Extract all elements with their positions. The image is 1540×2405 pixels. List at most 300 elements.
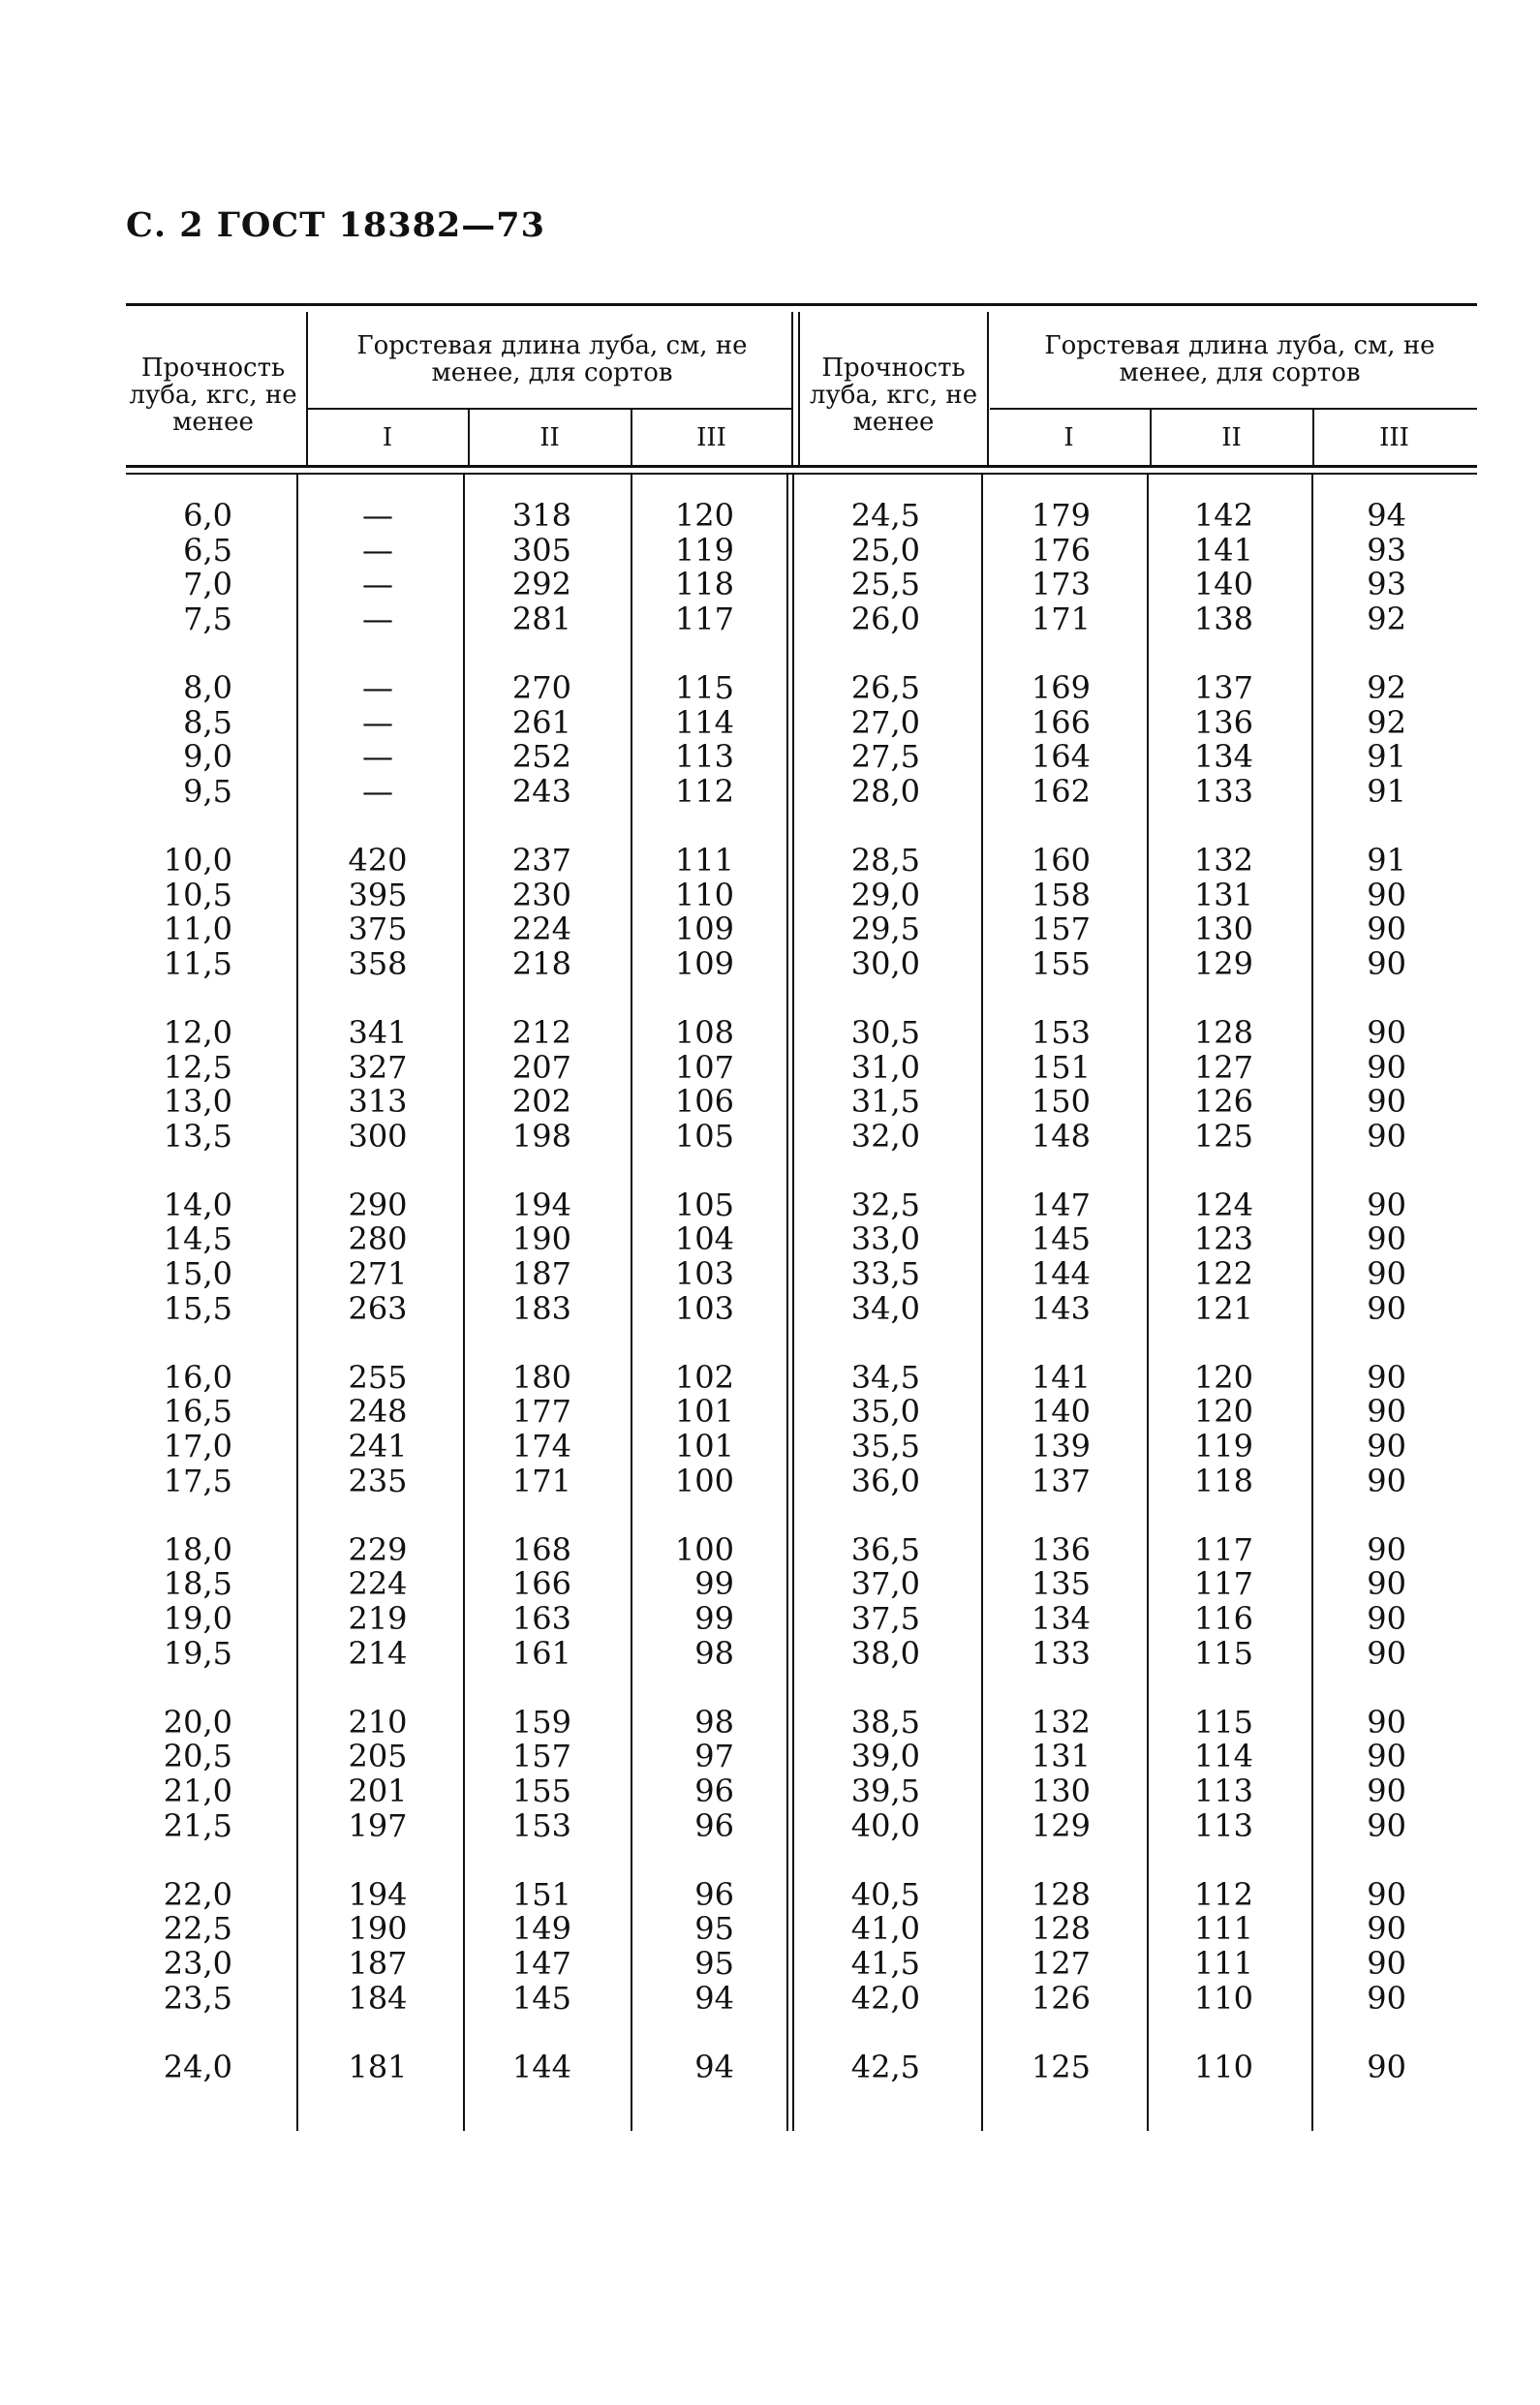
- table-cell: —: [362, 772, 393, 810]
- row-group: [308, 1358, 447, 1499]
- table-cell: 21,5: [163, 1806, 232, 1844]
- row-group: [823, 1703, 920, 1844]
- row-group: [308, 1530, 447, 1672]
- table-cell: 90: [1367, 1255, 1406, 1293]
- row-group: [1152, 841, 1253, 982]
- table-cell: —: [362, 497, 393, 534]
- table-cell: 96: [694, 1875, 734, 1913]
- table-cell: 261: [511, 703, 571, 741]
- table-cell: 12,5: [163, 1048, 232, 1086]
- row-group: [308, 499, 447, 636]
- table-cell: 19,0: [163, 1600, 232, 1637]
- table-cell: 106: [674, 1083, 734, 1121]
- row-group: [1314, 1530, 1406, 1672]
- body-divider-5: [981, 475, 983, 2131]
- table-cell: 90: [1367, 1289, 1406, 1327]
- table-cell: 16,5: [163, 1393, 232, 1431]
- table-cell: 147: [1031, 1186, 1091, 1223]
- table-cell: 37,5: [850, 1600, 920, 1637]
- row-group: [989, 1013, 1091, 1155]
- table-cell: 11,5: [163, 944, 232, 982]
- table-cell: 107: [674, 1048, 734, 1086]
- table-cell: 115: [1193, 1703, 1253, 1741]
- header-sort-iii-left: III: [696, 423, 726, 452]
- table-cell: 33,0: [850, 1220, 920, 1258]
- row-group: [1314, 1013, 1406, 1155]
- table-cell: 90: [1367, 1738, 1406, 1775]
- header-sort-ii-right: II: [1221, 423, 1242, 452]
- table-cell: 135: [1031, 1565, 1091, 1603]
- body-divider-6: [1147, 475, 1149, 2131]
- table-cell: 181: [348, 2048, 408, 2085]
- table-cell: 96: [694, 1772, 734, 1809]
- table-cell: 15,0: [163, 1255, 232, 1293]
- table-cell: 90: [1367, 1117, 1406, 1155]
- table-cell: 93: [1367, 566, 1406, 603]
- table-cell: 111: [674, 841, 734, 879]
- row-group: [1314, 499, 1406, 636]
- table-cell: 300: [348, 1117, 408, 1155]
- table-cell: 212: [511, 1013, 571, 1051]
- table-cell: 151: [1031, 1048, 1091, 1086]
- table-cell: 395: [348, 876, 408, 913]
- table-cell: 157: [511, 1738, 571, 1775]
- table-cell: 201: [348, 1772, 408, 1809]
- table-cell: 99: [694, 1600, 734, 1637]
- table-cell: 35,5: [850, 1428, 920, 1465]
- row-group: [145, 1703, 232, 1844]
- table-cell: 124: [1193, 1186, 1253, 1223]
- row-group: [632, 2050, 734, 2085]
- table-cell: 90: [1367, 1083, 1406, 1121]
- table-cell: 99: [694, 1565, 734, 1603]
- table-cell: 23,5: [163, 1979, 232, 2017]
- table-cell: 18,0: [163, 1530, 232, 1568]
- table-cell: 243: [511, 772, 571, 810]
- table-cell: 110: [1193, 2048, 1253, 2085]
- row-group: [308, 841, 447, 982]
- col-right-sort-iii: [1314, 499, 1406, 2119]
- row-group: [145, 499, 232, 636]
- table-cell: 90: [1367, 1979, 1406, 2017]
- table-cell: 202: [511, 1083, 571, 1121]
- table-cell: 103: [674, 1255, 734, 1293]
- row-group: [823, 2050, 920, 2085]
- row-group: [470, 1875, 571, 2017]
- row-group: [1152, 1013, 1253, 1155]
- table-cell: 90: [1367, 1703, 1406, 1741]
- table-cell: 18,5: [163, 1565, 232, 1603]
- table-cell: 305: [511, 531, 571, 569]
- table-cell: —: [362, 600, 393, 637]
- table-cell: 150: [1031, 1083, 1091, 1121]
- table-cell: 90: [1367, 1944, 1406, 1982]
- table-cell: 90: [1367, 910, 1406, 948]
- sort-rule-left: [308, 408, 792, 410]
- table-cell: 120: [1193, 1358, 1253, 1396]
- row-group: [1152, 1530, 1253, 1672]
- table-cell: 31,0: [850, 1048, 920, 1086]
- row-group: [145, 841, 232, 982]
- table-cell: 13,5: [163, 1117, 232, 1155]
- table-cell: 148: [1031, 1117, 1091, 1155]
- table-cell: 131: [1193, 876, 1253, 913]
- row-group: [1152, 2050, 1253, 2085]
- row-group: [989, 841, 1091, 982]
- table-cell: 111: [1193, 1944, 1253, 1982]
- table-cell: 9,0: [183, 738, 232, 776]
- row-group: [308, 668, 447, 810]
- table-cell: 90: [1367, 1634, 1406, 1672]
- row-group: [308, 1875, 447, 2017]
- table-cell: 6,0: [183, 497, 232, 534]
- table-cell: 141: [1193, 531, 1253, 569]
- row-group: [1314, 1188, 1406, 1326]
- table-cell: 90: [1367, 1600, 1406, 1637]
- table-cell: 90: [1367, 2048, 1406, 2085]
- table-cell: 30,5: [850, 1013, 920, 1051]
- table-cell: 166: [1031, 703, 1091, 741]
- row-group: [1314, 1875, 1406, 2017]
- table-cell: 100: [674, 1530, 734, 1568]
- row-group: [823, 1188, 920, 1326]
- table-cell: 241: [348, 1428, 408, 1465]
- body-divider-2: [463, 475, 465, 2131]
- table-cell: 174: [511, 1428, 571, 1465]
- table-cell: 92: [1367, 600, 1406, 637]
- row-group: [823, 1875, 920, 2017]
- table-cell: 91: [1367, 841, 1406, 879]
- row-group: [632, 668, 734, 810]
- table-cell: 327: [348, 1048, 408, 1086]
- header-sort-ii-left: II: [539, 423, 560, 452]
- row-group: [470, 1703, 571, 1844]
- row-group: [145, 1188, 232, 1326]
- table-cell: 113: [1193, 1772, 1253, 1809]
- table-cell: 157: [1031, 910, 1091, 948]
- table-cell: 22,0: [163, 1875, 232, 1913]
- row-group: [145, 1875, 232, 2017]
- table-cell: 30,0: [850, 944, 920, 982]
- table-cell: 184: [348, 1979, 408, 2017]
- table-cell: 7,5: [183, 600, 232, 637]
- table-cell: 36,0: [850, 1462, 920, 1499]
- table-cell: 90: [1367, 1013, 1406, 1051]
- table-cell: 116: [1193, 1600, 1253, 1637]
- row-group: [823, 1013, 920, 1155]
- row-group: [989, 1358, 1091, 1499]
- table-cell: 164: [1031, 738, 1091, 776]
- row-group: [1152, 1703, 1253, 1844]
- table-cell: 32,5: [850, 1186, 920, 1223]
- row-group: [145, 2050, 232, 2085]
- table-cell: 37,0: [850, 1565, 920, 1603]
- table-cell: 27,5: [850, 738, 920, 776]
- table-cell: 94: [1367, 497, 1406, 534]
- table-cell: 10,5: [163, 876, 232, 913]
- table-cell: 190: [511, 1220, 571, 1258]
- row-group: [470, 1188, 571, 1326]
- table-cell: 92: [1367, 668, 1406, 706]
- table-cell: 119: [1193, 1428, 1253, 1465]
- header-bottom-rule: [126, 465, 1477, 468]
- table-cell: 36,5: [850, 1530, 920, 1568]
- table-cell: 255: [348, 1358, 408, 1396]
- table-cell: 97: [694, 1738, 734, 1775]
- row-group: [632, 1013, 734, 1155]
- table-cell: 140: [1031, 1393, 1091, 1431]
- row-group: [1152, 668, 1253, 810]
- table-cell: 132: [1193, 841, 1253, 879]
- table-cell: 90: [1367, 1220, 1406, 1258]
- row-group: [1152, 1875, 1253, 2017]
- table-cell: 133: [1031, 1634, 1091, 1672]
- header-length-left: Горстевая длина луба, см, не менее, для сортов: [356, 331, 748, 387]
- table-cell: 229: [348, 1530, 408, 1568]
- table-cell: 26,0: [850, 600, 920, 637]
- table-cell: 177: [511, 1393, 571, 1431]
- table-cell: 22,5: [163, 1910, 232, 1948]
- table-cell: 109: [674, 944, 734, 982]
- table-cell: 105: [674, 1186, 734, 1223]
- row-group: [989, 2050, 1091, 2085]
- table-cell: 28,5: [850, 841, 920, 879]
- table-cell: 128: [1031, 1875, 1091, 1913]
- table-cell: 358: [348, 944, 408, 982]
- row-group: [823, 668, 920, 810]
- row-group: [989, 1530, 1091, 1672]
- table-cell: 24,5: [850, 497, 920, 534]
- table-cell: 10,0: [163, 841, 232, 879]
- header-strength-left: Прочность луба, кгс, не менее: [129, 354, 297, 437]
- col-left-strength: [145, 499, 232, 2119]
- table-cell: 94: [694, 2048, 734, 2085]
- table-cell: 111: [1193, 1910, 1253, 1948]
- header-strength-right: Прочность луба, кгс, не менее: [809, 354, 978, 437]
- table-cell: 155: [511, 1772, 571, 1809]
- table-cell: 263: [348, 1289, 408, 1327]
- table-cell: 149: [511, 1910, 571, 1948]
- row-group: [1314, 1358, 1406, 1499]
- table-cell: 94: [694, 1979, 734, 2017]
- header-divider-4a: [791, 312, 793, 465]
- row-group: [823, 1358, 920, 1499]
- table-cell: 90: [1367, 1565, 1406, 1603]
- row-group: [145, 1013, 232, 1155]
- table-cell: 110: [674, 876, 734, 913]
- table-cell: 127: [1031, 1944, 1091, 1982]
- col-left-sort-iii: [632, 499, 734, 2119]
- table-cell: 38,5: [850, 1703, 920, 1741]
- table-cell: 120: [1193, 1393, 1253, 1431]
- body-divider-7: [1311, 475, 1313, 2131]
- header-divider-4b: [798, 312, 800, 465]
- table-cell: 169: [1031, 668, 1091, 706]
- table-cell: 252: [511, 738, 571, 776]
- table-cell: 270: [511, 668, 571, 706]
- table-cell: 90: [1367, 1358, 1406, 1396]
- table-cell: 140: [1193, 566, 1253, 603]
- table-cell: 25,5: [850, 566, 920, 603]
- table-cell: 14,0: [163, 1186, 232, 1223]
- row-group: [470, 1013, 571, 1155]
- header-bottom-rule-2: [126, 473, 1477, 475]
- table-cell: 92: [1367, 703, 1406, 741]
- table-cell: 31,5: [850, 1083, 920, 1121]
- table-cell: 162: [1031, 772, 1091, 810]
- table-cell: 42,0: [850, 1979, 920, 2017]
- row-group: [632, 841, 734, 982]
- table-cell: 16,0: [163, 1358, 232, 1396]
- table-cell: 290: [348, 1186, 408, 1223]
- table-cell: 136: [1031, 1530, 1091, 1568]
- row-group: [989, 1188, 1091, 1326]
- row-group: [470, 841, 571, 982]
- table-cell: 90: [1367, 1462, 1406, 1499]
- table-cell: 125: [1193, 1117, 1253, 1155]
- row-group: [470, 2050, 571, 2085]
- table-cell: 100: [674, 1462, 734, 1499]
- table-cell: 137: [1193, 668, 1253, 706]
- table-cell: 341: [348, 1013, 408, 1051]
- table-cell: 98: [694, 1634, 734, 1672]
- table-cell: 134: [1031, 1600, 1091, 1637]
- table-cell: 112: [674, 772, 734, 810]
- row-group: [470, 1358, 571, 1499]
- table-cell: 90: [1367, 944, 1406, 982]
- table-cell: 183: [511, 1289, 571, 1327]
- col-left-sort-ii: [470, 499, 571, 2119]
- row-group: [1314, 2050, 1406, 2085]
- table-cell: 34,5: [850, 1358, 920, 1396]
- table-cell: 190: [348, 1910, 408, 1948]
- col-right-strength: [823, 499, 920, 2119]
- table-cell: 117: [1193, 1565, 1253, 1603]
- row-group: [470, 499, 571, 636]
- table-cell: 155: [1031, 944, 1091, 982]
- row-group: [145, 1358, 232, 1499]
- table-cell: 153: [1031, 1013, 1091, 1051]
- table-cell: 280: [348, 1220, 408, 1258]
- table-cell: 29,0: [850, 876, 920, 913]
- table-cell: 12,0: [163, 1013, 232, 1051]
- table-cell: 420: [348, 841, 408, 879]
- table-cell: 194: [511, 1186, 571, 1223]
- col-right-sort-ii: [1152, 499, 1253, 2119]
- table-cell: 139: [1031, 1428, 1091, 1465]
- table-cell: 114: [674, 703, 734, 741]
- table-cell: 151: [511, 1875, 571, 1913]
- table-cell: 117: [674, 600, 734, 637]
- table-cell: 42,5: [850, 2048, 920, 2085]
- table-cell: 198: [511, 1117, 571, 1155]
- table-cell: 194: [348, 1875, 408, 1913]
- sort-rule-right: [990, 408, 1477, 410]
- table-cell: 119: [674, 531, 734, 569]
- table-cell: 163: [511, 1600, 571, 1637]
- table-cell: 101: [674, 1428, 734, 1465]
- table-cell: 103: [674, 1289, 734, 1327]
- table-cell: 9,5: [183, 772, 232, 810]
- table-cell: 137: [1031, 1462, 1091, 1499]
- table-cell: 40,0: [850, 1806, 920, 1844]
- table-cell: 24,0: [163, 2048, 232, 2085]
- table-cell: 102: [674, 1358, 734, 1396]
- header-sort-i-left: I: [382, 423, 393, 452]
- table-cell: 23,0: [163, 1944, 232, 1982]
- table-cell: 26,5: [850, 668, 920, 706]
- table-cell: 122: [1193, 1255, 1253, 1293]
- table-cell: 41,5: [850, 1944, 920, 1982]
- table-cell: 235: [348, 1462, 408, 1499]
- table-cell: 171: [1031, 600, 1091, 637]
- table-cell: 91: [1367, 772, 1406, 810]
- table-cell: 171: [511, 1462, 571, 1499]
- table-cell: 180: [511, 1358, 571, 1396]
- table-cell: 20,0: [163, 1703, 232, 1741]
- table-cell: 166: [511, 1565, 571, 1603]
- table-cell: 93: [1367, 531, 1406, 569]
- table-cell: 142: [1193, 497, 1253, 534]
- row-group: [145, 668, 232, 810]
- table-cell: 160: [1031, 841, 1091, 879]
- table-cell: 8,5: [183, 703, 232, 741]
- row-group: [308, 1013, 447, 1155]
- table-cell: 118: [674, 566, 734, 603]
- table-cell: 41,0: [850, 1910, 920, 1948]
- table-cell: 39,0: [850, 1738, 920, 1775]
- table-cell: 271: [348, 1255, 408, 1293]
- row-group: [470, 1530, 571, 1672]
- row-group: [632, 1358, 734, 1499]
- table-cell: 127: [1193, 1048, 1253, 1086]
- table-cell: 39,5: [850, 1772, 920, 1809]
- table-cell: 90: [1367, 1772, 1406, 1809]
- table-cell: 96: [694, 1806, 734, 1844]
- table-cell: 114: [1193, 1738, 1253, 1775]
- table-cell: 133: [1193, 772, 1253, 810]
- table-cell: 33,5: [850, 1255, 920, 1293]
- table-cell: 25,0: [850, 531, 920, 569]
- table-cell: 145: [511, 1979, 571, 2017]
- table-cell: 161: [511, 1634, 571, 1672]
- row-group: [632, 1875, 734, 2017]
- table-cell: 144: [1031, 1255, 1091, 1293]
- page-header: С. 2 ГОСТ 18382—73: [126, 205, 545, 245]
- table-cell: 207: [511, 1048, 571, 1086]
- table-cell: 219: [348, 1600, 408, 1637]
- table-cell: 29,5: [850, 910, 920, 948]
- table-cell: 113: [1193, 1806, 1253, 1844]
- table-cell: 35,0: [850, 1393, 920, 1431]
- table-cell: 14,5: [163, 1220, 232, 1258]
- table-cell: 90: [1367, 1393, 1406, 1431]
- table-cell: 318: [511, 497, 571, 534]
- table-cell: 34,0: [850, 1289, 920, 1327]
- table-cell: 90: [1367, 876, 1406, 913]
- header-sort-iii-right: III: [1379, 423, 1409, 452]
- table-cell: 7,0: [183, 566, 232, 603]
- table-cell: 179: [1031, 497, 1091, 534]
- table-cell: 115: [674, 668, 734, 706]
- table-cell: 28,0: [850, 772, 920, 810]
- table-cell: 131: [1031, 1738, 1091, 1775]
- table-cell: 128: [1031, 1910, 1091, 1948]
- table-cell: 218: [511, 944, 571, 982]
- row-group: [308, 2050, 447, 2085]
- table-cell: 95: [694, 1910, 734, 1948]
- table-cell: 313: [348, 1083, 408, 1121]
